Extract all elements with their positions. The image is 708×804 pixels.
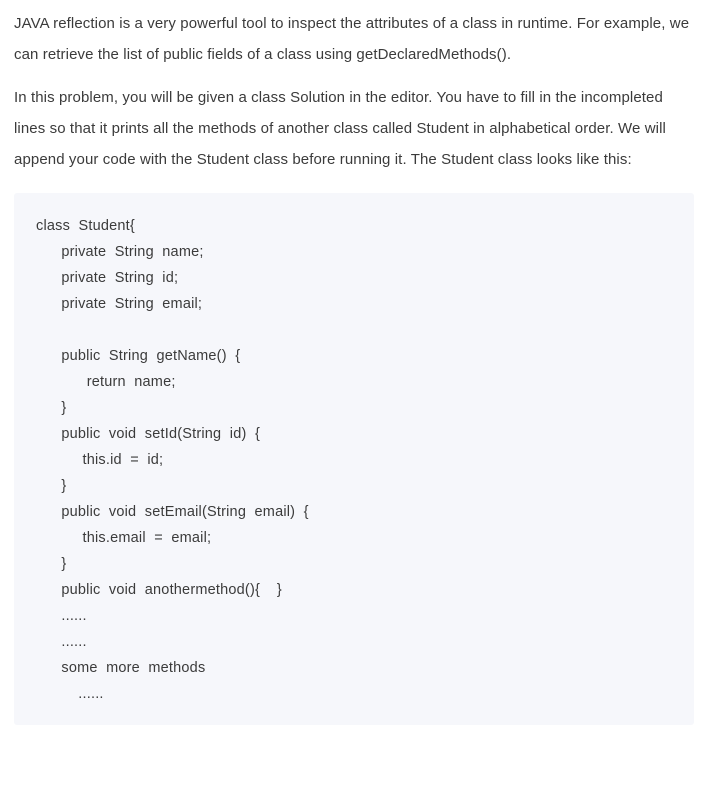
intro-paragraph: JAVA reflection is a very powerful tool to inspect the attributes of a class in runtime. For example, we can retrieve the list of public fields of a class using getDeclaredMethods().	[14, 15, 690, 63]
code-line: this.id = id;	[36, 452, 164, 468]
task-paragraph: In this problem, you will be given a class Solution in the editor. You have to fill in the incompleted lines so that it prints all the methods of another class called Student in alphabetical order. We will append your code with the Student class before running it. The Student class looks like this:	[14, 89, 666, 168]
code-line: public void setEmail(String email) {	[36, 504, 309, 520]
code-line: private String id;	[36, 270, 179, 286]
code-line: public String getName() {	[36, 348, 241, 364]
code-line	[14, 317, 694, 343]
code-line: ......	[36, 686, 104, 702]
code-line: return name;	[36, 374, 176, 390]
code-line: some more methods	[36, 660, 206, 676]
student-class-code-block	[14, 193, 694, 725]
code-line: private String name;	[36, 244, 204, 260]
code-line: private String email;	[36, 296, 203, 312]
code-line: }	[36, 556, 67, 572]
code-line: this.email = email;	[36, 530, 212, 546]
code-line: public void setId(String id) {	[36, 426, 260, 442]
code-line: }	[36, 478, 67, 494]
code-line: ......	[36, 634, 87, 650]
code-line: }	[36, 400, 67, 416]
code-line: public void anothermethod(){ }	[36, 582, 282, 598]
code-line: class Student{	[36, 218, 135, 234]
code-line: ......	[36, 608, 87, 624]
